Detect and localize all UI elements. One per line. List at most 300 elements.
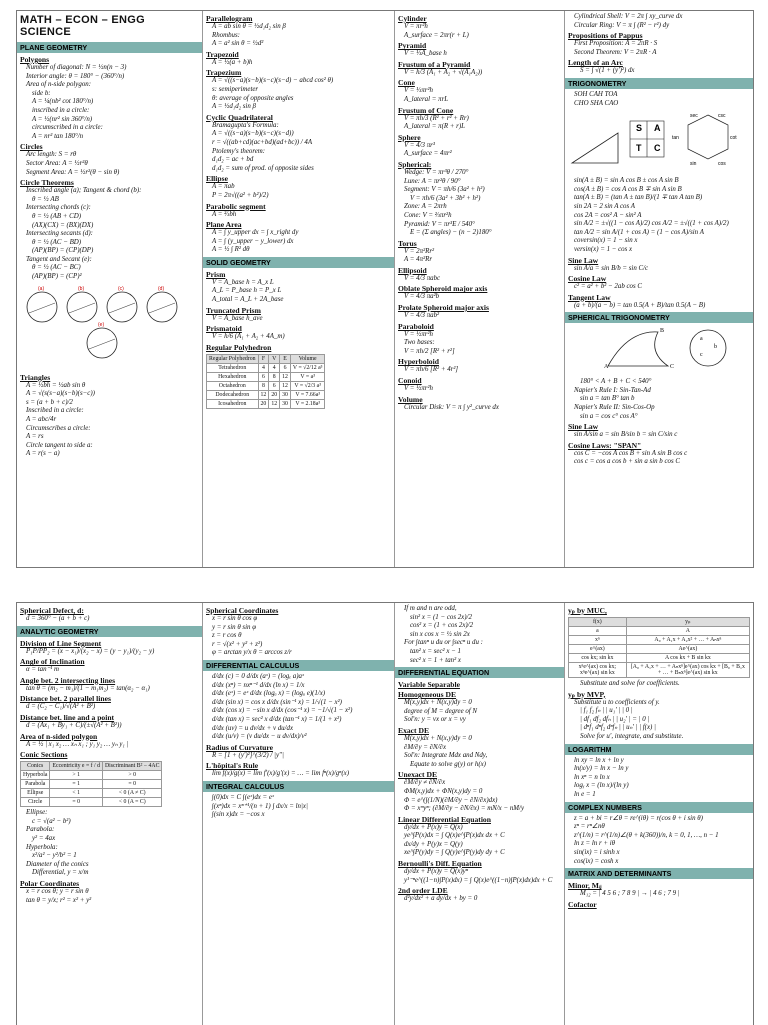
table-row (21, 780, 162, 789)
formula-line: A = √((s−a)(s−b)(s−c)(s−d)) (212, 130, 294, 138)
formula-line: A = ½ ∫ R² dθ (212, 246, 250, 254)
side-label-b: b (714, 344, 717, 351)
formula-line: Sector Area: A = ½r²θ (26, 159, 88, 167)
topic-heading: Hyperboloid (398, 357, 439, 367)
formula-line: c = √(a² − b²) (32, 817, 71, 825)
formula-line: A = ½ | x₁ x₂ … xₙ x₁ ; y₁ y₂ … yₙ y₁ | (26, 740, 129, 748)
topic-heading: Cyclic Quadrilateral (206, 112, 273, 122)
formula-line: A = 4π²Rr (404, 256, 433, 264)
formula-line: sec² x = 1 + tan² x (410, 656, 461, 664)
formula-line: A = ½d₁d₂ sin β (212, 103, 256, 111)
formula-line: ye^∫P(x)dx = ∫ Q(x)e^∫P(x)dx dx + C (404, 832, 505, 840)
formula-line: Interior angle: θ = 180° − (360°/n) (26, 72, 125, 80)
formula-line: V = πh/6 (3a² + 3b² + h²) (410, 194, 481, 202)
spherical-triangle (608, 332, 668, 366)
table-cell: < 0 (A ≠ C) (103, 789, 162, 798)
formula-line: A_total = A_L + 2A_base (212, 296, 284, 304)
topic-heading: Tangent Law (568, 292, 611, 302)
formula-line: Pyramid: V = πr³E / 540° (404, 220, 475, 228)
formula-line: Ellipse: (26, 809, 48, 817)
formula-line: sin a = tan B° tan b (580, 395, 635, 403)
table-row (207, 363, 325, 372)
formula-line: Inscribed angle (a); Tangent & chord (b): (26, 187, 142, 195)
circle-label-d: (d) (158, 285, 165, 292)
formula-line: V = ½πr²h (404, 385, 433, 393)
formula-line: ∫(0)dx = C ∫(eˣ)dx = eˣ (212, 793, 274, 801)
formula-line: Equate to solve g(y) or h(x) (410, 760, 486, 768)
topic-heading: Paraboloid (398, 321, 434, 331)
formula-line: A = r(s − a) (26, 450, 60, 458)
formula-line: A = abc/4r (26, 416, 57, 424)
formula-line: tan² x = sec² x − 1 (410, 647, 461, 655)
formula-line: tan(A ± B) = (tan A ± tan B)/(1 ∓ tan A tan B) (574, 194, 703, 202)
formula-line: y¹⁻ⁿe^((1−n)∫P(x)dx) = ∫ Q(x)e^((1−n)∫P(x)dx)dx + C (404, 876, 553, 884)
table-cell: Ae^(ax) (626, 645, 749, 654)
formula-line: V = 2π²Rr² (404, 247, 435, 255)
topic-heading: Sine Law (568, 255, 599, 265)
topic-heading: Unexact DE (398, 770, 438, 780)
formula-line: P = 2π√((a² + b²)/2) (212, 191, 269, 199)
topic-heading: Linear Differential Equation (398, 814, 491, 824)
trig-diagram (568, 111, 750, 174)
formula-line: Circular Disk: V = π ∫ y²_curve dx (404, 403, 499, 411)
formula-line: sin 2A = 2 sin A cos A (574, 202, 635, 210)
formula-line: Diameter of the conics (26, 860, 89, 868)
topic-heading: Homogeneous DE (398, 690, 457, 700)
formula-line: y = r sin θ sin φ (212, 623, 257, 631)
table-cell: V = √2/12 a³ (290, 363, 325, 372)
circle-label-e: (e) (98, 321, 105, 328)
formula-line: V = A_base h = A_x L (212, 278, 274, 286)
circle-label-b: (b) (78, 285, 85, 292)
formula-line: y² = 4ax (32, 834, 56, 842)
formula-line: A_surface = 2πr(r + L) (404, 31, 469, 39)
chord-b (69, 303, 95, 313)
formula-line: V = h/3 (A₁ + A₂ + √(A₁A₂)) (404, 68, 483, 76)
topic-heading: Length of an Arc (568, 58, 623, 68)
table-cell: cos kx; sin kx (569, 654, 627, 663)
topic-heading: Truncated Prism (206, 305, 261, 315)
table-cell: 4 (269, 363, 280, 372)
chord-c (109, 303, 135, 313)
formula-line: ΦM(x,y)dx + ΦN(x,y)dy = 0 (404, 787, 483, 795)
table-cell: V = √2/3 a³ (290, 381, 325, 390)
table-cell: A (626, 627, 749, 636)
formula-line: A_surface = 4πr² (404, 150, 452, 158)
formula-line: E = (Σ angles) − (n − 2)180° (410, 229, 492, 237)
circle-d (147, 292, 177, 322)
formula-line: A = ⅔bh (212, 210, 237, 218)
formula-line: d/dx (xⁿ) = nxⁿ⁻¹ d/dx (ln x) = 1/x (212, 681, 305, 689)
formula-line: Rhombus: (212, 31, 240, 39)
table-header: Conics (21, 762, 50, 771)
formula-line: dx/dy + P(y)x = Q(y) (404, 840, 463, 848)
topic-heading: Division of Line Segment (20, 638, 102, 648)
astc-letter-t: T (636, 143, 642, 154)
formula-line: zⁿ = rⁿ∠nθ (574, 823, 605, 831)
formula-line: A = √(s(s−a)(s−b)(s−c)) (26, 390, 95, 398)
formula-line: sin A/a = sin B/b = sin C/c (574, 264, 649, 272)
formula-line: dy/dx + P(x)y = Q(x)yⁿ (404, 868, 468, 876)
table-cell: 6 (280, 363, 291, 372)
spherical-triangle-diagram (568, 326, 750, 375)
table-row (207, 390, 325, 399)
formula-line: r = √((ab+cd)(ac+bd)(ad+bc)) / 4A (212, 138, 313, 146)
formula-line: Circumscribes a circle: (26, 424, 91, 432)
formula-line: φ = arctan y/x θ = arccos z/r (212, 649, 292, 657)
formula-line: d = 360° − (a + b + c) (26, 615, 90, 622)
formula-line: M(x,y)dx + N(x,y)dy = 0 (404, 734, 472, 742)
circle-c (107, 292, 137, 322)
topic-heading: Distance bet. line and a point (20, 712, 115, 722)
formula-line: Wedge: V = πr³θ / 270° (404, 168, 469, 176)
formula-line: Φ = e^(∫(1/N)(∂M/∂y − ∂N/∂x)dx) (404, 796, 498, 804)
table-cell: 12 (280, 372, 291, 381)
table-row (207, 372, 325, 381)
table-header: Volume (290, 354, 325, 363)
formula-line: ln z = ln r + iθ (574, 840, 616, 848)
formula-line: Φ = xᵐyⁿ; (∂M/∂y − ∂N/∂x) = mN/x − nM/y (404, 805, 524, 813)
formula-line: A_L = P_base h = P_x L (212, 287, 282, 295)
formula-line: Two bases: (404, 339, 435, 347)
topic-heading: Conoid (398, 376, 422, 386)
formula-line: Area of n-side polygon: (26, 81, 91, 89)
formula-line: ln xy = ln x + ln y (574, 756, 624, 764)
formula-line: A = πab (212, 183, 235, 191)
formula-line: V = 4/3 πabc (404, 274, 441, 282)
formula-line: | f₁ f₂ fₙ | | u₁' | | 0 | (580, 707, 633, 715)
topic-heading: yₚ by MVP, (568, 689, 606, 699)
formula-line: cos 2A = cos² A − sin² A (574, 211, 642, 219)
formula-line: For ∫tanⁿ u du or ∫secⁿ u du : (404, 639, 483, 647)
vertex-label-C: C (670, 364, 675, 371)
column-3 (395, 603, 565, 1025)
formula-line: (AP)(BP) = (CP)² (32, 273, 82, 281)
muc-table (568, 617, 750, 678)
formula-line: Inscribed in a circle: (26, 407, 84, 415)
formula-line: Intersecting secants (d): (26, 230, 93, 238)
topic-heading: Radius of Curvature (206, 742, 273, 752)
formula-line: cos(ix) = cosh x (574, 857, 619, 865)
topic-heading: Torus (398, 238, 417, 248)
formula-line: Intersecting chords (c): (26, 204, 91, 212)
hexagon-label-tan: tan (672, 135, 679, 142)
section-band: DIFFERENTIAL EQUATION (395, 667, 564, 678)
table-cell: 6 (269, 381, 280, 390)
formula-line: xe^∫P(y)dy = ∫ Q(y)e^∫P(y)dy dy + C (404, 849, 505, 857)
column-3 (395, 11, 565, 567)
formula-line: sin x cos x = ½ sin 2x (410, 630, 470, 638)
column-1 (17, 603, 203, 1025)
topic-heading: L'hôpital's Rule (206, 761, 259, 771)
topic-heading: Spherical Coordinates (206, 606, 279, 615)
topic-heading: Angle bet. 2 intersecting lines (20, 675, 116, 685)
formula-line: tan A/2 = sin A/(1 + cos A) = (1 − cos A)/sin A (574, 228, 704, 236)
section-band: ANALYTIC GEOMETRY (17, 626, 202, 637)
formula-line: V = A_base h_ave (212, 314, 263, 322)
formula-line: S = ∫ √(1 + (y')²) dx (580, 67, 635, 75)
formula-line: M(x,y)dx + N(x,y)dy = 0 (404, 699, 472, 707)
formula-line: CHO SHA CAO (574, 99, 619, 107)
formula-line: Zone: A = 2πrh (404, 203, 447, 211)
right-triangle (572, 133, 618, 163)
topic-heading: Variable Separable (398, 680, 460, 690)
topic-heading: Ellipsoid (398, 265, 427, 275)
formula-line: V = πh/3 (R² + r² + Rr) (404, 114, 469, 122)
circle-e (87, 328, 117, 358)
formula-line: sin a = cos c° cos A° (580, 412, 638, 420)
table-header: f(x) (569, 618, 627, 627)
topic-heading: Propositions of Pappus (568, 31, 643, 41)
topic-heading: Frustum of a Pyramid (398, 59, 471, 69)
topic-heading: Trapezium (206, 68, 242, 78)
table-cell: 8 (258, 381, 269, 390)
sheet-page-1 (16, 10, 754, 568)
formula-line: side b: (32, 89, 51, 97)
sheet-page-2 (16, 602, 754, 1025)
table-cell: < 0 (A = C) (103, 798, 162, 807)
formula-line: Arc length: S = rθ (26, 151, 77, 159)
formula-line: d = (Ax₁ + By₁ + C)/(±√(A² + B²)) (26, 721, 122, 729)
hexagon-label-cos: cos (718, 161, 726, 168)
formula-line: sin(ix) = i sinh x (574, 848, 620, 856)
table-row (21, 789, 162, 798)
formula-line: α = tan⁻¹ m (26, 666, 59, 674)
formula-line: A = ¼(nb² cot 180°/n) (32, 98, 94, 106)
formula-line: θ = ½ (AC − BC) (32, 264, 81, 272)
formula-line: Parabola: (26, 826, 55, 834)
table-header: V (269, 354, 280, 363)
topic-heading: Angle of Inclination (20, 657, 85, 667)
table-cell: > 1 (50, 771, 103, 780)
table-cell: 4 (258, 363, 269, 372)
topic-heading: yₚ by MUC, (568, 606, 607, 615)
table-cell: Octahedron (207, 381, 259, 390)
formula-line: tan θ = y/x; r² = x² + y² (26, 896, 92, 904)
formula-line: ∂M/∂y = ∂N/∂x (404, 743, 446, 751)
table-cell: = 1 (50, 780, 103, 789)
table-cell: Icosahedron (207, 399, 259, 408)
formula-line: ln xⁿ = n ln x (574, 773, 610, 781)
vertex-label-A: A (604, 364, 609, 371)
polyhedron-table (206, 354, 325, 409)
table-cell: 8 (269, 372, 280, 381)
topic-heading: Trapezoid (206, 49, 239, 59)
table-row (207, 381, 325, 390)
formula-line: Cone: V = ⅔πr²h (404, 211, 452, 219)
formula-line: Sol'n: y = vx or x = vy (404, 716, 466, 724)
table-cell: Parabola (21, 780, 50, 789)
topic-heading: Polar Coordinates (20, 878, 80, 888)
circle-label-a: (a) (38, 285, 45, 292)
table-header: Regular Polyhedron (207, 354, 259, 363)
formula-line: Segment: V = πh/6 (3a² + h²) (404, 186, 485, 194)
topic-heading: Prism (206, 269, 226, 279)
chord-a (29, 303, 55, 313)
formula-line: V = 4/3 πr³ (404, 141, 435, 149)
formula-line: Tangent and Secant (e): (26, 255, 92, 263)
circle-label-c: (c) (118, 285, 124, 292)
formula-line: ∫(sin x)dx = −cos x (212, 811, 265, 819)
formula-line: d/dx (tan x) = sec² x d/dx (tan⁻¹ x) = 1/(1 + x²) (212, 715, 342, 723)
formula-line: coversin(x) = 1 − sin x (574, 237, 638, 245)
hexagon-label-sec: sec (690, 113, 698, 120)
table-header: E (280, 354, 291, 363)
formula-line: x = r sin θ cos φ (212, 615, 258, 622)
table-cell: V = a³ (290, 372, 325, 381)
topic-heading: Cosine Laws: "SPAN" (568, 440, 642, 450)
topic-heading: Spherical Defect, d: (20, 606, 84, 615)
side-label-c: c (700, 352, 703, 359)
formula-line: θ = ½ (AC − BD) (32, 238, 82, 246)
topic-heading: Oblate Spheroid major axis (398, 284, 488, 294)
topic-heading: Circles (20, 142, 43, 152)
table-cell: 30 (280, 390, 291, 399)
topic-heading: Parabolic segment (206, 201, 266, 211)
vertex-label-B: B (660, 328, 665, 335)
formula-line: V = 4/3 πab² (404, 312, 440, 320)
formula-line: A = a² sin θ = ½d² (212, 40, 264, 48)
topic-heading: Frustum of Cone (398, 105, 454, 115)
table-cell: V = 2.18a³ (290, 399, 325, 408)
formula-line: A = ½bh = ½ab sin θ (26, 381, 86, 389)
formula-line: d = (C₂ − C₁)/√(A² + B²) (26, 703, 96, 711)
table-cell: xⁿe^(ax) cos kx; xⁿe^(ax) sin kx (569, 663, 627, 678)
table-header: Discriminant B² − 4AC (103, 762, 162, 771)
table-row (21, 798, 162, 807)
formula-line: (AP)(BP) = (CP)(DP) (32, 247, 94, 255)
napier-circle (690, 330, 726, 366)
table-row (569, 636, 750, 645)
topic-heading: Distance bet. 2 parallel lines (20, 694, 111, 704)
topic-heading: Minor, Mᵢⱼ (568, 881, 602, 891)
topic-heading: Sphere (398, 132, 421, 142)
table-cell: xⁿ (569, 636, 627, 645)
formula-line: ln(x/y) = ln x − ln y (574, 765, 629, 773)
table-row (569, 627, 750, 636)
topic-heading: Cone (398, 78, 415, 88)
formula-line: d/dx (cos x) = −sin x d/dx (cos⁻¹ x) = −1/√(1 − x²) (212, 707, 353, 715)
formula-line: V = πh/2 [R² + r²] (404, 347, 455, 355)
formula-line: d₁d₂ = ac + bd (212, 156, 254, 164)
topic-heading: Prolate Spheroid major axis (398, 303, 489, 313)
topic-heading: Prismatoid (206, 324, 242, 334)
section-band: LOGARITHM (565, 744, 753, 755)
formula-line: A = ½(a + b)h (212, 58, 253, 66)
column-1 (17, 11, 203, 567)
formula-line: P₁P/PP₂ = (x − x₁)/(x₂ − x) = (y − y₁)/(y₂ − y) (26, 647, 155, 655)
topic-heading: Ellipse (206, 174, 228, 184)
table-cell: < 1 (50, 789, 103, 798)
section-band: INTEGRAL CALCULUS (203, 781, 394, 792)
table-cell: 12 (269, 399, 280, 408)
hexagon-label-sin: sin (690, 161, 697, 168)
formula-line: sin² x = (1 − cos 2x)/2 (410, 613, 472, 621)
formula-line: (a + b)/(a − b) = tan 0.5(A + B)/tan 0.5(A − B) (574, 301, 706, 309)
table-row (207, 399, 325, 408)
formula-line: 180° < A + B + C < 540° (580, 378, 652, 386)
topic-heading: Pyramid (398, 41, 427, 51)
topic-heading: Polygons (20, 55, 50, 64)
formula-line: d/dx (c) = 0 d/dx (aˣ) = (logₑ a)aˣ (212, 672, 304, 680)
formula-line: Hyperbola: (26, 843, 58, 851)
section-band: SOLID GEOMETRY (203, 257, 394, 268)
formula-line: Solve for u', integrate, and substitute. (580, 732, 684, 740)
formula-line: Second Theorem: V = 2πR · A (574, 48, 657, 56)
formula-line: d/dx (uv) = u dv/dx + v du/dx (212, 724, 294, 732)
formula-line: tan θ = (m₂ − m₁)/(1 − m₁m₂) = tan(α₂ − α₁) (26, 684, 150, 692)
table-row (569, 654, 750, 663)
table-cell: 6 (258, 372, 269, 381)
circle-theorems-diagram (20, 285, 199, 370)
formula-line: M₁₂ = | 4 5 6 ; 7 8 9 | → | 4 6 ; 7 9 | (580, 890, 680, 898)
formula-line: A = ∫ y_upper dx = ∫ x_right dy (212, 229, 299, 237)
formula-line: cos c = cos a cos b + sin a sin b cos C (574, 458, 680, 466)
table-cell: Dodecahedron (207, 390, 259, 399)
table-cell: A cos kx + B sin kx (626, 654, 749, 663)
formula-line: Substitute u to coefficients of y. (574, 698, 660, 706)
formula-line: r = √(x² + y² + z²) (212, 640, 263, 648)
formula-line: ∂M/∂y ≠ ∂N/∂x (404, 779, 446, 787)
formula-line: θ: average of opposite angles (212, 94, 294, 102)
formula-line: V = πr²h (404, 23, 428, 30)
formula-line: A = √((s−a)(s−b)(s−c)(s−d) − abcd cos² θ) (212, 77, 334, 85)
table-cell: = 0 (50, 798, 103, 807)
topic-heading: Cofactor (568, 899, 597, 909)
formula-line: First Proposition: A = 2πR · S (574, 40, 658, 48)
formula-line: V = 4/3 πa²b (404, 293, 440, 301)
section-band: MATRIX AND DETERMINANTS (565, 868, 753, 879)
formula-line: A = rs (26, 433, 44, 441)
formula-line: A_lateral = πrL (404, 95, 449, 103)
table-cell: [A₀ + A₁x + … + Aₙxⁿ]e^(ax) cos kx + [B₀ + B₁x + … + Bₙxⁿ]e^(ax) sin kx (626, 663, 749, 678)
topic-heading: 2nd order LDE (398, 886, 448, 896)
formula-line: logᵧ x = (ln x)/(ln y) (574, 782, 629, 790)
topic-heading: Exact DE (398, 725, 430, 735)
formula-line: Cylindrical Shell: V = 2π ∫ xy_curve dx (574, 13, 683, 20)
formula-line: R = [1 + (y')²]^(3/2) / |y''| (212, 751, 284, 759)
table-cell: e^(ax) (569, 645, 627, 654)
formula-line: Number of diagonal: N = ½n(n − 3) (26, 64, 127, 71)
formula-line: s: semiperimeter (212, 85, 259, 93)
circle-a (27, 292, 57, 322)
formula-line: circumscribed in a circle: (32, 124, 103, 132)
column-2 (203, 603, 395, 1025)
formula-line: Segment Area: A = ½r²(θ − sin θ) (26, 168, 120, 176)
formula-line: sin A/sin a = sin B/sin b = sin C/sin c (574, 431, 678, 439)
formula-line: V = πh/6 [R² + 4r²] (404, 366, 459, 374)
formula-line: d²y/dx² + a dy/dx + by = 0 (404, 895, 478, 903)
formula-line: V = h/6 (A₁ + A₂ + 4A_m) (212, 333, 285, 341)
formula-line: d₁d₂ = sum of prod. of opposite sides (212, 164, 314, 172)
formula-line: versin(x) = 1 − cos x (574, 245, 633, 253)
formula-line: cos(A ± B) = cos A cos B ∓ sin A sin B (574, 185, 682, 193)
section-band: COMPLEX NUMBERS (565, 802, 753, 813)
table-cell: 12 (258, 390, 269, 399)
table-header: yₚ (626, 618, 749, 627)
topic-heading: Regular Polyhedron (206, 342, 272, 352)
astc-letter-c: C (654, 143, 661, 154)
formula-line: dy/dx + P(x)y = Q(x) (404, 823, 463, 831)
formula-line: A = ∫ (y_upper − y_lower) dx (212, 237, 294, 245)
table-cell: 20 (258, 399, 269, 408)
formula-line: V = ⅓A_base h (404, 50, 447, 58)
table-cell: A₀ + A₁x + A₂x² + … + Aₙxⁿ (626, 636, 749, 645)
astc-letter-a: A (654, 123, 661, 134)
column-2 (203, 11, 395, 567)
topic-heading: Sine Law (568, 422, 599, 432)
formula-line: cos C = −cos A cos B + sin A sin B cos c (574, 449, 688, 457)
